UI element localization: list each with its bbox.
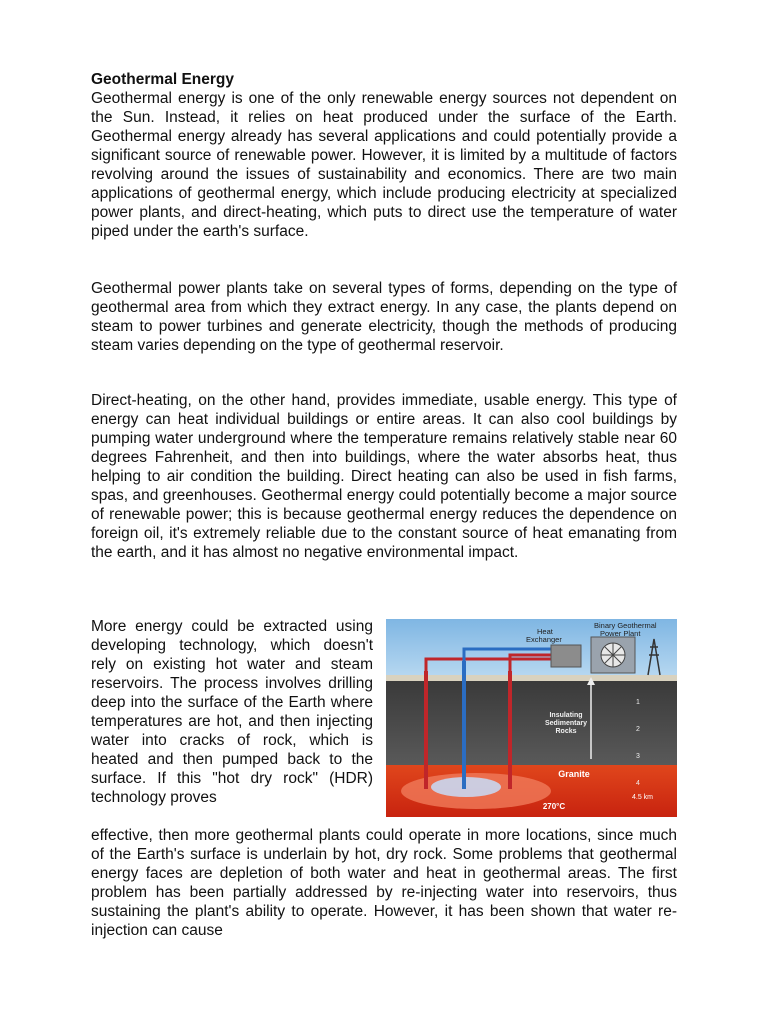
rocks-label-line3: Rocks: [555, 728, 577, 735]
granite-label: Granite: [558, 769, 590, 779]
depth-tick-1: 1: [636, 699, 640, 706]
paragraph-power-plants: Geothermal power plants take on several types of forms, depending on the type of geothermal area from which they extract energy. In any case, the plants depend on steam to power turbines and generate electricity, though the methods of producing steam varies depending on the type of geothermal reservoir.: [91, 280, 677, 354]
paragraph-hdr-continued: effective, then more geothermal plants could operate in more locations, since much of the Earth's surface is underlain by hot, dry rock. Some problems that geothermal energy faces are depletion of both water and heat in geothermal areas. The first problem has been partially addressed by re-injecting water into reservoirs, thus sustaining the plant's ability to operate. However, it has been shown that water re-injection can cause: [91, 827, 677, 939]
rocks-label-line1: Insulating: [549, 712, 583, 719]
depth-label: 4.5 km: [632, 794, 654, 801]
depth-tick-3: 3: [636, 753, 640, 760]
plant-label-line1: Binary Geothermal: [594, 621, 657, 630]
geothermal-plant-diagram: [386, 619, 677, 817]
plant-label-line2: Power Plant: [600, 629, 641, 638]
paragraph-direct-heating: Direct-heating, on the other hand, provides immediate, usable energy. This type of energy can heat individual buildings or entire areas. It can also cool buildings by pumping water underground where the temperature remains relatively stable near 60 degrees Fahrenheit, and then into buildings, where the water absorbs heat, thus helping to air condition the building. Direct heating can also be used in fish farms, spas, and greenhouses. Geothermal energy could potentially become a major source of renewable power; this is because geothermal energy reduces the dependence on foreign oil, it's extremely reliable due to the constant source of heat emanating from the earth, and it has almost no negative environmental impact.: [91, 392, 677, 561]
depth-tick-4: 4: [636, 780, 640, 787]
sedimentary-rock-layer: [386, 681, 677, 767]
heat-exchanger: [551, 645, 581, 667]
exchanger-label: Exchanger: [526, 635, 562, 644]
heat-label: Heat: [537, 627, 553, 636]
paragraph-hdr-wrapped: More energy could be extracted using developing technology, which doesn't rely on existing hot water and steam reservoirs. The process involves drilling deep into the surface of the Earth where temperatures are hot, and then injecting water into cracks of rock, which is heated and then pumped back to the surface. If this "hot dry rock" (HDR) technology proves: [91, 618, 373, 806]
paragraph-intro: Geothermal energy is one of the only renewable energy sources not dependent on the Sun. Instead, it relies on heat produced under the surface of the Earth. Geothermal energy already has several applications and could potentially provide a significant source of renewable power. However, it is limited by a multitude of factors revolving around the issues of sustainability and economics. There are two main applications of geothermal energy, which include producing electricity at specialized power plants, and direct-heating, which puts to direct use the temperature of water piped under the earth's surface.: [91, 90, 677, 240]
depth-tick-2: 2: [636, 726, 640, 733]
rocks-label-line2: Sedimentary: [544, 720, 588, 727]
temperature-label: 270°C: [542, 802, 566, 811]
document-title: Geothermal Energy: [91, 71, 234, 88]
